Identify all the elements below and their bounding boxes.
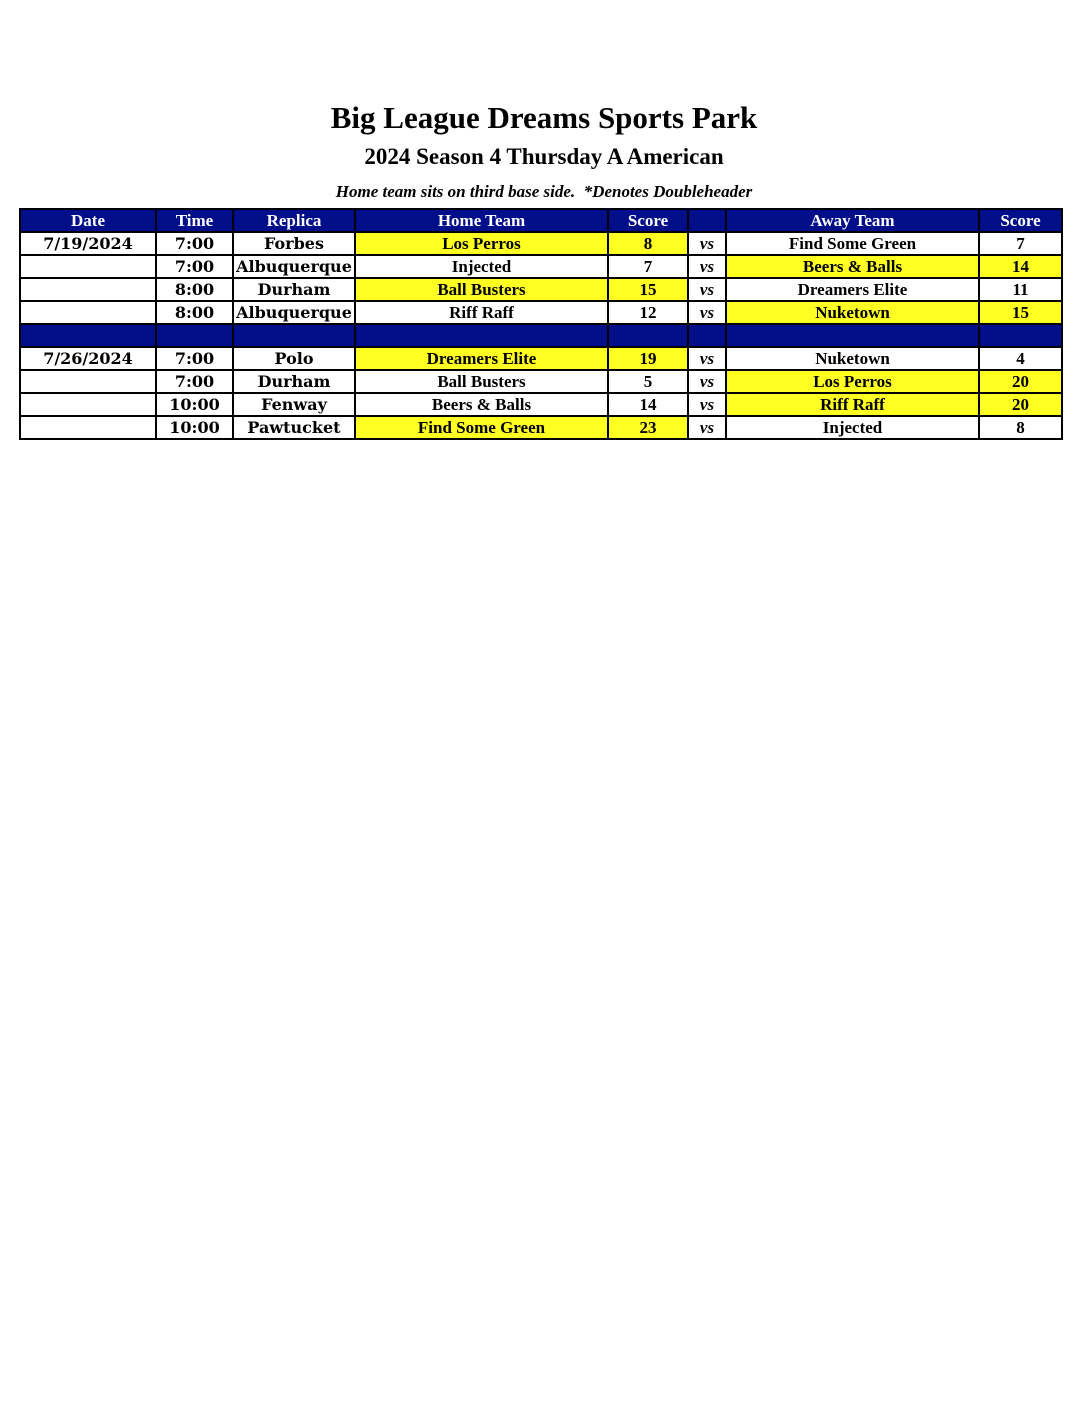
away-team-cell: Riff Raff (726, 393, 979, 416)
vs-cell: vs (688, 255, 726, 278)
vs-cell: vs (688, 232, 726, 255)
vs-cell: vs (688, 347, 726, 370)
home-team-cell: Los Perros (355, 232, 608, 255)
away-score-cell: 7 (979, 232, 1062, 255)
column-header-home-team: Home Team (355, 209, 608, 232)
time-cell: 10:00 (156, 416, 233, 439)
away-score-cell: 14 (979, 255, 1062, 278)
table-header-row (20, 209, 1062, 232)
away-team-cell: Injected (726, 416, 979, 439)
spacer-cell (355, 324, 608, 347)
column-header-vs (688, 209, 726, 232)
replica-cell: Polo (233, 347, 355, 370)
spacer-cell (608, 324, 688, 347)
away-score-cell: 15 (979, 301, 1062, 324)
schedule-table (19, 208, 1063, 440)
away-score-cell: 20 (979, 393, 1062, 416)
game-row (20, 416, 1062, 439)
time-cell: 7:00 (156, 370, 233, 393)
home-score-cell: 19 (608, 347, 688, 370)
column-header-away-score: Score (979, 209, 1062, 232)
spacer-cell (726, 324, 979, 347)
replica-cell: Forbes (233, 232, 355, 255)
replica-cell: Albuquerque (233, 301, 355, 324)
away-team-cell: Los Perros (726, 370, 979, 393)
column-header-replica: Replica (233, 209, 355, 232)
home-score-cell: 12 (608, 301, 688, 324)
date-cell (20, 278, 156, 301)
spacer-cell (156, 324, 233, 347)
date-cell: 7/19/2024 (20, 232, 156, 255)
away-score-cell: 8 (979, 416, 1062, 439)
game-row (20, 393, 1062, 416)
column-header-home-score: Score (608, 209, 688, 232)
time-cell: 7:00 (156, 232, 233, 255)
season-subtitle: 2024 Season 4 Thursday A American (364, 144, 724, 169)
vs-cell: vs (688, 278, 726, 301)
date-cell (20, 255, 156, 278)
game-row (20, 255, 1062, 278)
away-team-cell: Find Some Green (726, 232, 979, 255)
spacer-cell (20, 324, 156, 347)
date-cell (20, 416, 156, 439)
game-row (20, 370, 1062, 393)
spacer-cell (233, 324, 355, 347)
home-team-cell: Dreamers Elite (355, 347, 608, 370)
vs-cell: vs (688, 301, 726, 324)
replica-cell: Albuquerque (233, 255, 355, 278)
vs-cell: vs (688, 370, 726, 393)
home-score-cell: 15 (608, 278, 688, 301)
home-score-cell: 7 (608, 255, 688, 278)
home-score-cell: 8 (608, 232, 688, 255)
time-cell: 7:00 (156, 255, 233, 278)
game-row (20, 232, 1062, 255)
spacer-cell (688, 324, 726, 347)
home-score-cell: 23 (608, 416, 688, 439)
game-row (20, 347, 1062, 370)
vs-cell: vs (688, 393, 726, 416)
away-team-cell: Nuketown (726, 347, 979, 370)
column-header-date: Date (20, 209, 156, 232)
time-cell: 8:00 (156, 301, 233, 324)
spacer-cell (979, 324, 1062, 347)
away-team-cell: Dreamers Elite (726, 278, 979, 301)
away-score-cell: 11 (979, 278, 1062, 301)
home-team-cell: Find Some Green (355, 416, 608, 439)
time-cell: 8:00 (156, 278, 233, 301)
date-cell (20, 301, 156, 324)
time-cell: 10:00 (156, 393, 233, 416)
home-team-note: Home team sits on third base side. *Denotes Doubleheader (335, 182, 753, 201)
home-team-cell: Ball Busters (355, 278, 608, 301)
page-title: Big League Dreams Sports Park (330, 100, 758, 135)
time-cell: 7:00 (156, 347, 233, 370)
vs-cell: vs (688, 416, 726, 439)
replica-cell: Pawtucket (233, 416, 355, 439)
away-score-cell: 20 (979, 370, 1062, 393)
home-score-cell: 5 (608, 370, 688, 393)
date-cell (20, 393, 156, 416)
game-row (20, 278, 1062, 301)
replica-cell: Durham (233, 370, 355, 393)
spacer-row (20, 324, 1062, 347)
home-team-cell: Injected (355, 255, 608, 278)
home-score-cell: 14 (608, 393, 688, 416)
game-row (20, 301, 1062, 324)
away-score-cell: 4 (979, 347, 1062, 370)
date-cell: 7/26/2024 (20, 347, 156, 370)
column-header-away-team: Away Team (726, 209, 979, 232)
replica-cell: Fenway (233, 393, 355, 416)
column-header-time: Time (156, 209, 233, 232)
away-team-cell: Beers & Balls (726, 255, 979, 278)
home-team-cell: Ball Busters (355, 370, 608, 393)
replica-cell: Durham (233, 278, 355, 301)
home-team-cell: Riff Raff (355, 301, 608, 324)
home-team-cell: Beers & Balls (355, 393, 608, 416)
schedule-body (20, 232, 1062, 439)
date-cell (20, 370, 156, 393)
away-team-cell: Nuketown (726, 301, 979, 324)
